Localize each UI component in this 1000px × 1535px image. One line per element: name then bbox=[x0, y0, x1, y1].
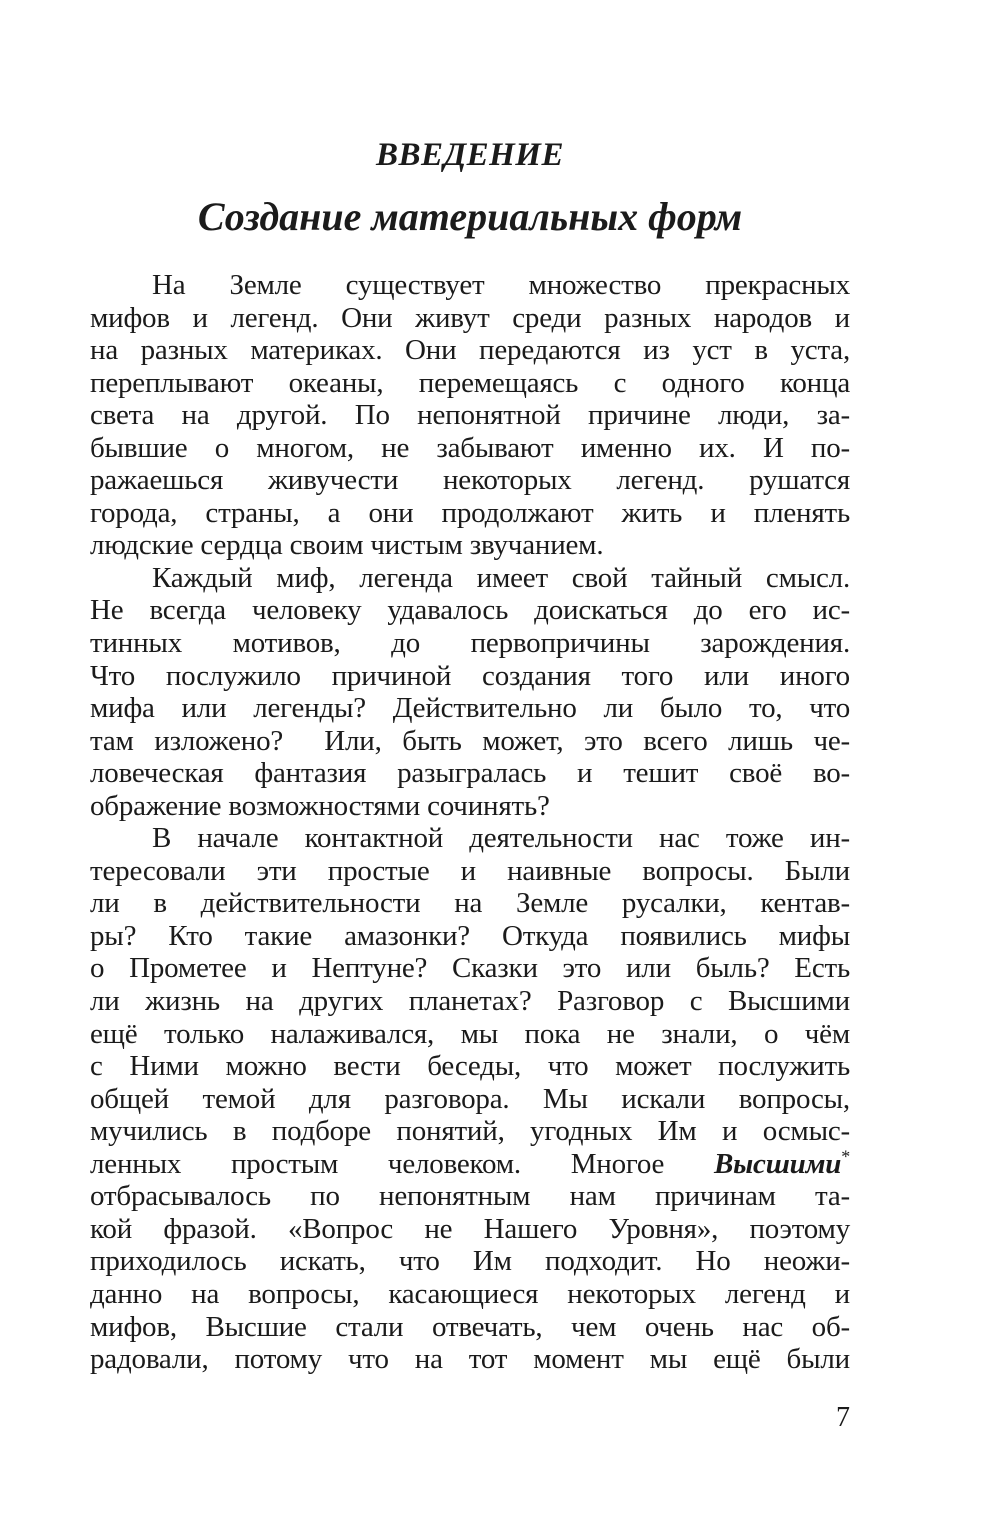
chapter-title: ВВЕДЕНИЕ bbox=[376, 137, 564, 173]
emphasized-term: Высшими bbox=[713, 1147, 842, 1180]
text-span: тересовали эти простые и наивные вопросы. Были bbox=[90, 854, 850, 887]
text-span: Каждый миф, легенда имеет свой тайный смысл. bbox=[152, 561, 850, 594]
text-span: ображение возможностями сочинять? bbox=[90, 789, 550, 822]
body-text bbox=[90, 269, 850, 1376]
text-line bbox=[90, 822, 850, 855]
text-span: тинных мотивов, до первопричины зарождения. bbox=[90, 627, 850, 660]
text-line bbox=[90, 1278, 850, 1311]
text-line bbox=[90, 725, 850, 758]
text-span: ры? Кто такие амазонки? Откуда появились мифы bbox=[90, 919, 850, 952]
text-span: города, страны, а они продолжают жить и пленять bbox=[90, 496, 850, 529]
text-line bbox=[90, 302, 850, 335]
text-line bbox=[90, 367, 850, 400]
text-span: света на другой. По непонятной причине люди, за- bbox=[90, 399, 850, 432]
text-span: ли жизнь на других планетах? Разговор с Высшими bbox=[90, 985, 850, 1018]
text-line bbox=[90, 1343, 850, 1376]
text-span: людские сердца своим чистым звучанием. bbox=[90, 529, 604, 562]
section-subtitle: Создание материальных форм bbox=[197, 194, 743, 239]
text-line bbox=[90, 1245, 850, 1278]
text-line bbox=[90, 920, 850, 953]
text-span: ловеческая фантазия разыгралась и тешит своё во- bbox=[90, 757, 850, 790]
text-span: с Ними можно вести беседы, что может послужить bbox=[90, 1050, 850, 1083]
text-span: о Прометее и Нептуне? Сказки это или быль? Есть bbox=[90, 952, 850, 985]
text-line bbox=[90, 855, 850, 888]
text-line bbox=[90, 757, 850, 790]
text-line bbox=[90, 692, 850, 725]
paragraph bbox=[90, 269, 850, 562]
text-line bbox=[90, 432, 850, 465]
footnote-asterisk: * bbox=[841, 1146, 850, 1167]
text-span: Что послужило причиной создания того или иного bbox=[90, 659, 850, 692]
text-span: приходилось искать, что Им подходит. Но неожи- bbox=[90, 1245, 850, 1278]
text-line bbox=[90, 562, 850, 595]
text-span: мифов и легенд. Они живут среди разных народов и bbox=[90, 301, 850, 334]
text-span: В начале контактной деятельности нас тоже ин- bbox=[152, 822, 850, 855]
paragraph bbox=[90, 822, 850, 1375]
text-line bbox=[90, 529, 850, 562]
text-line bbox=[90, 952, 850, 985]
text-line bbox=[90, 497, 850, 530]
text-line bbox=[90, 790, 850, 823]
text-line bbox=[90, 660, 850, 693]
text-span: ли в действительности на Земле русалки, кентав- bbox=[90, 887, 850, 920]
text-span: общей темой для разговора. Мы искали вопросы, bbox=[90, 1082, 850, 1115]
text-span: радовали, потому что на тот момент мы ещё были bbox=[90, 1343, 850, 1376]
text-span: кой фразой. «Вопрос не Нашего Уровня», поэтому bbox=[90, 1212, 850, 1245]
text-span: ражаешься живучести некоторых легенд. рушатся bbox=[90, 464, 850, 497]
text-span: переплывают океаны, перемещаясь с одного конца bbox=[90, 366, 850, 399]
text-line bbox=[90, 464, 850, 497]
text-span: На Земле существует множество прекрасных bbox=[152, 269, 850, 301]
text-line bbox=[90, 627, 850, 660]
text-line bbox=[90, 334, 850, 367]
text-line bbox=[90, 1213, 850, 1246]
paragraph bbox=[90, 562, 850, 822]
text-span: Не всегда человеку удавалось доискаться до его ис- bbox=[90, 594, 850, 627]
text-span: там изложено? Или, быть может, это всего лишь че- bbox=[90, 724, 850, 757]
text-line bbox=[90, 1148, 850, 1181]
text-line bbox=[90, 1311, 850, 1344]
text-line bbox=[90, 1180, 850, 1213]
text-line bbox=[90, 887, 850, 920]
text-line bbox=[90, 269, 850, 302]
page-number: 7 bbox=[836, 1402, 850, 1433]
text-span: ленных простым человеком. Многое bbox=[90, 1147, 714, 1180]
text-line bbox=[90, 985, 850, 1018]
text-line bbox=[90, 594, 850, 627]
text-span: ещё только налаживался, мы пока не знали, о чём bbox=[90, 1017, 850, 1050]
text-line bbox=[90, 399, 850, 432]
text-span: мифа или легенды? Действительно ли было то, что bbox=[90, 692, 850, 725]
text-line bbox=[90, 1115, 850, 1148]
text-line bbox=[90, 1018, 850, 1051]
text-line bbox=[90, 1083, 850, 1116]
text-span: бывшие о многом, не забывают именно их. И по- bbox=[90, 431, 850, 464]
text-span: мучились в подборе понятий, угодных Им и осмыс- bbox=[90, 1115, 850, 1148]
text-span: мифов, Высшие стали отвечать, чем очень нас об- bbox=[90, 1310, 850, 1343]
text-span: данно на вопросы, касающиеся некоторых легенд и bbox=[90, 1277, 850, 1310]
text-span: на разных материках. Они передаются из уст в уста, bbox=[90, 334, 850, 367]
text-line bbox=[90, 1050, 850, 1083]
text-span: отбрасывалось по непонятным нам причинам та- bbox=[90, 1180, 850, 1213]
